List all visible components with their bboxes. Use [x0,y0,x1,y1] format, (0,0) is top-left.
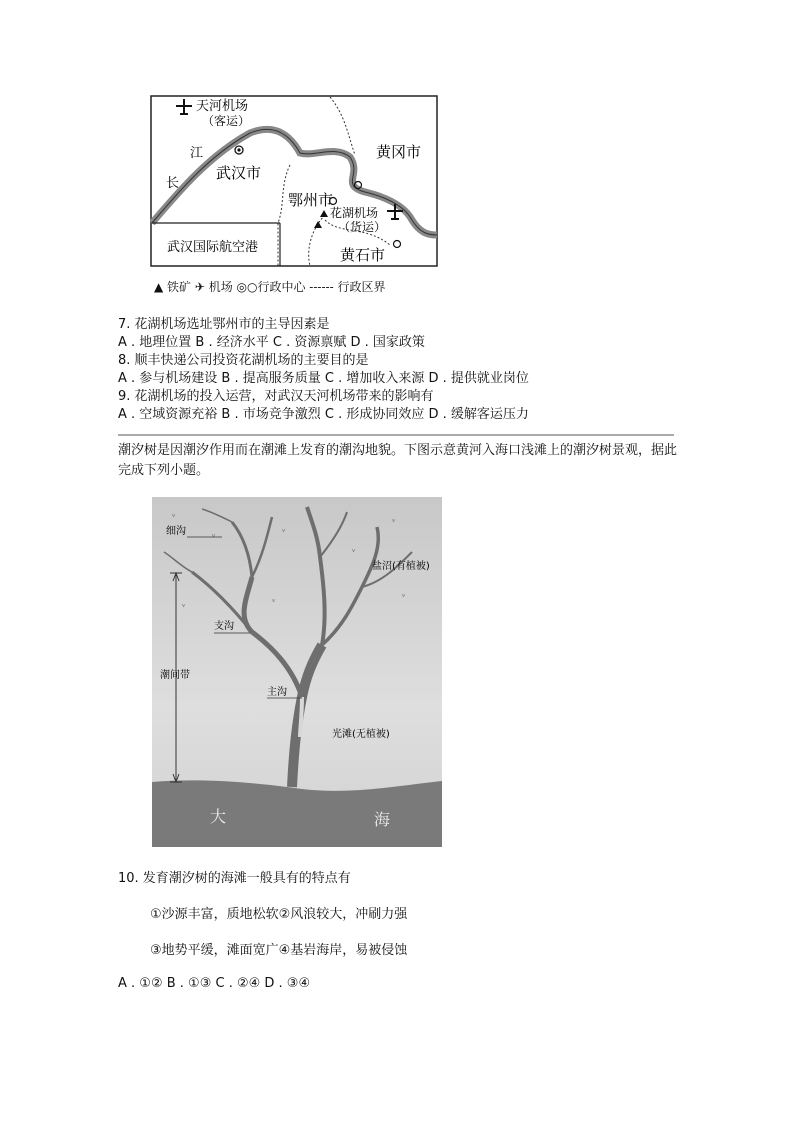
question-8-options: A . 参与机场建设 B . 提高服务质量 C . 增加收入来源 D . 提供就业岗位 [118,371,529,386]
label-yanzhao: 盐沼(有植被) [372,561,430,572]
label-chaojiandai: 潮间带 [160,670,190,681]
question-7-options: A . 地理位置 B . 经济水平 C . 资源禀赋 D . 国家政策 [118,335,425,350]
wuhan-aviation-port-label: 武汉国际航空港 [167,240,259,255]
label-guangtan: 光滩(无植被) [332,729,390,740]
huangshi-label: 黄石市 [340,246,386,264]
svg-text:ᵥ: ᵥ [352,545,356,555]
svg-text:ᵥ: ᵥ [282,525,286,535]
question-10-statement-1: ①沙源丰富，质地松软②风浪较大，冲刷力强 [150,907,408,922]
tianhe-airport-sub: （客运） [202,114,251,128]
question-10-options: A . ①② B . ①③ C . ②④ D . ③④ [118,976,311,991]
svg-text:ᵥ: ᵥ [182,600,186,610]
tianhe-airport-label: 天河机场 [196,99,249,114]
huahu-airport-label: 花湖机场 [330,206,379,220]
wuhan-label: 武汉市 [216,164,262,182]
svg-text:ᵥ: ᵥ [172,510,176,520]
section-divider [118,434,674,436]
map-legend: ▲ 铁矿 ✈ 机场 ◎○行政中心 ------ 行政区界 [154,280,386,294]
river-char-jiang: 江 [190,146,204,161]
ezhou-label: 鄂州市 [288,191,334,209]
svg-text:ᵥ: ᵥ [402,590,406,600]
question-10-statement-2: ③地势平缓，滩面宽广④基岩海岸，易被侵蚀 [150,943,408,958]
label-zhugou: 主沟 [267,687,287,698]
svg-text:ᵥ: ᵥ [272,595,276,605]
label-xigou: 细沟 [166,526,186,537]
label-hai: 海 [374,810,391,829]
label-zhigou: 支沟 [214,621,234,632]
question-8-stem: 8. 顺丰快递公司投资花湖机场的主要目的是 [118,353,369,368]
intro-paragraph: 潮汐树是因潮汐作用而在潮滩上发育的潮沟地貌。下图示意黄河入海口浅滩上的潮汐树景观，据此完成下列小题。 [118,443,678,478]
huanggang-label: 黄冈市 [376,143,422,161]
question-9-options: A . 空域资源充裕 B . 市场竞争激烈 C . 形成协同效应 D . 缓解客运压力 [118,407,529,422]
label-da: 大 [210,807,227,826]
question-10-stem: 10. 发育潮汐树的海滩一般具有的特点有 [118,871,351,886]
tidal-tree-figure [152,497,442,847]
wuhan-airports-map [150,95,438,267]
question-9-stem: 9. 花湖机场的投入运营，对武汉天河机场带来的影响有 [118,389,434,404]
river-char-chang: 长 [166,176,180,191]
svg-text:ᵥ: ᵥ [212,530,216,540]
svg-text:ᵥ: ᵥ [392,515,396,525]
question-7-stem: 7. 花湖机场选址鄂州市的主导因素是 [118,317,330,332]
huahu-airport-sub: （货运） [338,220,387,234]
